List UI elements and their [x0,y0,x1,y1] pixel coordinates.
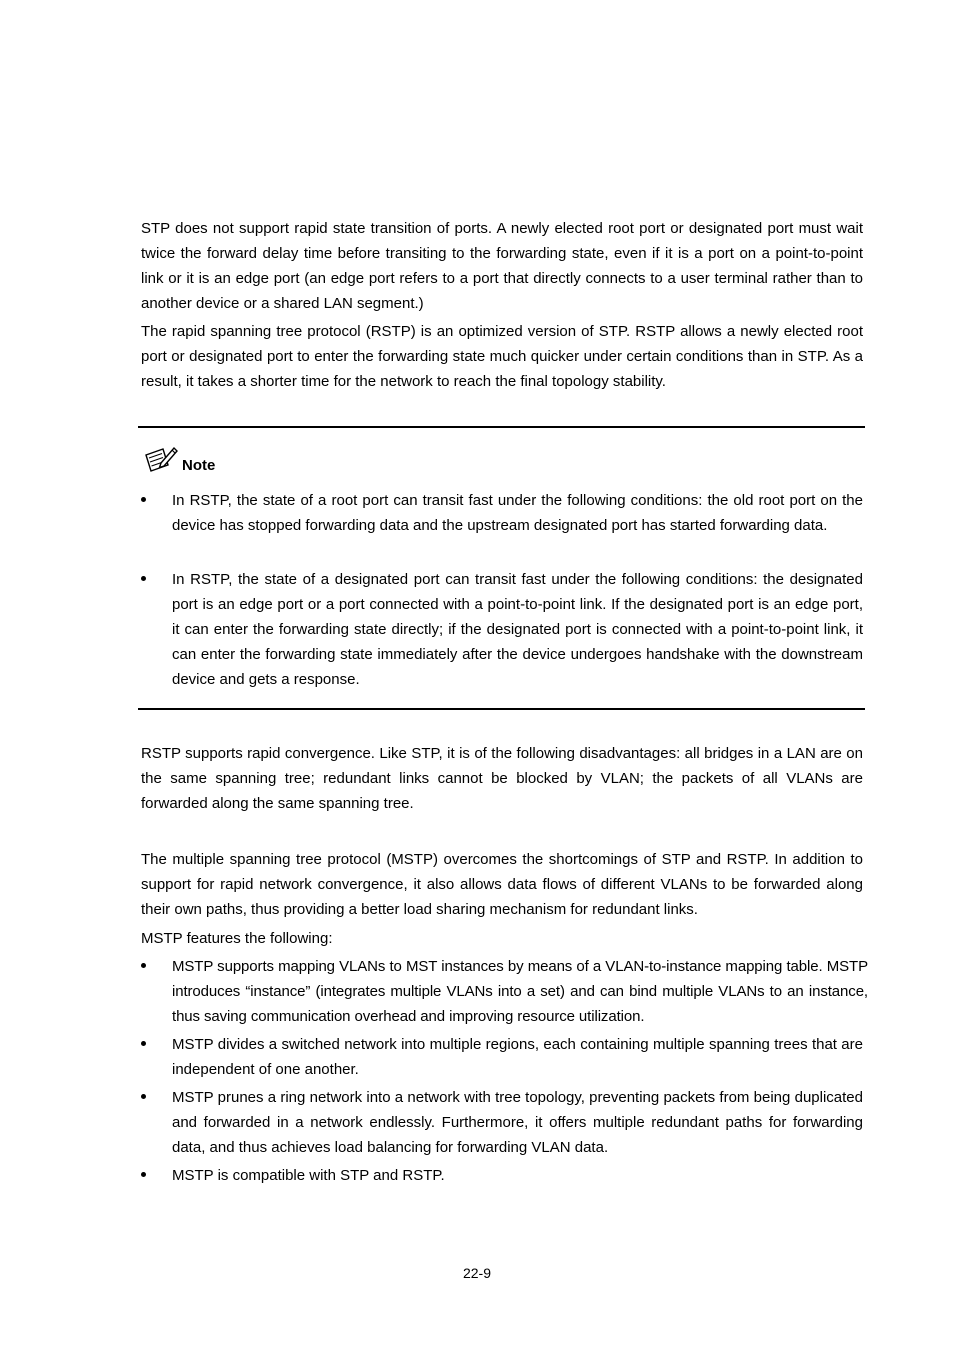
bullet-icon [141,1041,146,1046]
feature-item-regions [141,1032,863,1082]
feature-item-mapping [141,954,868,1029]
feature-item-text: MSTP divides a switched network into multiple regions, each containing multiple spanning trees that are independent of one another. [172,1036,863,1078]
bullet-icon [141,1094,146,1099]
feature-item-text: MSTP is compatible with STP and RSTP. [172,1167,445,1184]
paragraph-mstp-intro: The multiple spanning tree protocol (MSTP) overcomes the shortcomings of STP and RSTP. In addition to support for rapid network convergence, it also allows data flows of different VLANs to be forwarded along their own paths, thus providing a better load sharing mechanism for redundant links. [141,851,863,918]
bullet-icon [141,1172,146,1177]
note-label: Note [182,457,216,474]
note-top-rule [138,426,865,428]
note-pencil-icon [143,445,179,475]
bullet-icon [141,963,146,968]
note-item-text: In RSTP, the state of a root port can transit fast under the following conditions: the old root port on the device has stopped forwarding data and the upstream designated port has started forwarding data. [172,492,863,534]
bullet-icon [141,576,146,581]
feature-item-compatibility [141,1163,863,1188]
feature-item-text: MSTP prunes a ring network into a network with tree topology, preventing packets from being duplicated and forwarded in a network endlessly. Furthermore, it offers multiple redundant paths for forwarding data, and thus achieves load balancing for forwarding VLAN data. [172,1089,863,1156]
feature-item-text: MSTP supports mapping VLANs to MST instances by means of a VLAN-to-instance mapping table. MSTP introduces “instance” (integrates multiple VLANs into a set) and can bind multiple VLANs to an instance, thus saving communication overhead and improving resource utilization. [172,958,868,1025]
paragraph-stp-limitation: STP does not support rapid state transition of ports. A newly elected root port or designated port must wait twice the forward delay time before transiting to the forwarding state, even if it is a port on a point-to-point link or it is an edge port (an edge port refers to a port that directly connects to a user terminal rather than to another device or a shared LAN segment.) [141,220,863,312]
feature-item-pruning [141,1085,863,1160]
page-number: 22-9 [462,1265,492,1281]
note-item-root-port [141,488,863,538]
note-item-text: In RSTP, the state of a designated port can transit fast under the following conditions: the designated port is an edge port or a port connected with a point-to-point link. If the designated port is an edge port, it can enter the forwarding state directly; if the designated port is connected with a point-to-point link, it can enter the forwarding state immediately after the device undergoes handshake with the downstream device and gets a response. [172,571,863,688]
note-bottom-rule [138,708,865,710]
paragraph-rstp-intro: The rapid spanning tree protocol (RSTP) is an optimized version of STP. RSTP allows a newly elected root port or designated port to enter the forwarding state much quicker under certain conditions than in STP. As a result, it takes a shorter time for the network to reach the final topology stability. [141,323,863,390]
bullet-icon [141,497,146,502]
note-item-designated-port [141,567,863,692]
paragraph-mstp-features-lead: MSTP features the following: [141,930,333,947]
paragraph-rstp-disadvantages: RSTP supports rapid convergence. Like STP, it is of the following disadvantages: all bridges in a LAN are on the same spanning tree; redundant links cannot be blocked by VLAN; the packets of all VLANs are forwarded along the same spanning tree. [141,745,863,812]
